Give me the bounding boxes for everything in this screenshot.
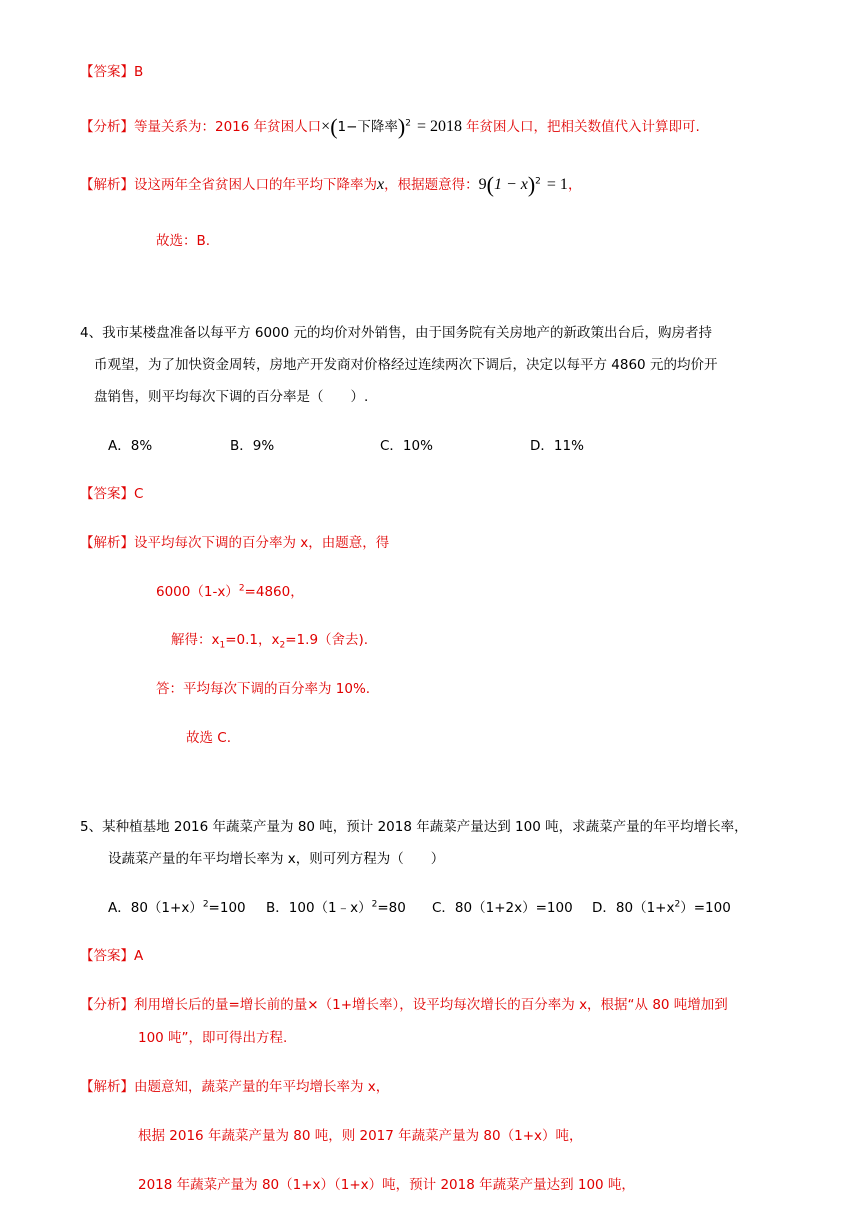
- q4-result-c: =1.9（舍去).: [285, 632, 369, 648]
- q5-option-a-text: A．80（1+x）: [108, 900, 203, 916]
- q4-choose: 故选 C.: [186, 730, 232, 746]
- q5-solution-label: 【解析】: [80, 1079, 134, 1095]
- eq-term: 1 − x: [493, 176, 528, 193]
- analysis-text-2: 年贫困人口，把相关数值代入计算即可.: [466, 119, 700, 135]
- q4-option-c: C．10%: [380, 438, 433, 454]
- eq-exponent: 2: [535, 176, 541, 187]
- q4-option-a: A．8%: [108, 438, 153, 454]
- q5-analysis-label: 【分析】: [80, 997, 134, 1013]
- solution-text: 设这两年全省贫困人口的年平均下降率为: [134, 177, 377, 193]
- q4-solution-line: [80, 533, 389, 553]
- q5-option-b: [266, 898, 406, 918]
- formula-exponent: 2: [405, 118, 411, 129]
- q4-result-a: 解得：x: [171, 632, 220, 648]
- q5-solution-line-2: 根据 2016 年蔬菜产量为 80 吨，则 2017 年蔬菜产量为 80（1+x）吨，: [138, 1128, 583, 1144]
- q4-result: [171, 630, 368, 650]
- q4-solution-text: 设平均每次下调的百分率为 x，由题意，得: [134, 535, 390, 551]
- eq-paren-close: ): [527, 172, 536, 197]
- q5-option-b-text: B．100（1﹣x）: [266, 900, 372, 916]
- q5-analysis-line-1: [80, 995, 728, 1015]
- q4-option-b: B．9%: [230, 438, 275, 454]
- q5-option-d: [592, 898, 731, 918]
- q5-analysis-line-2: 100 吨”，即可得出方程.: [138, 1030, 288, 1046]
- q5-stem-line-2: 设蔬菜产量的年平均增长率为 x，则可列方程为（ ）: [108, 851, 445, 867]
- analysis-line-1: [80, 114, 700, 139]
- q4-equation: [156, 582, 304, 602]
- solution-line-1: [80, 172, 582, 197]
- answer-label-1: 【答案】B: [80, 64, 144, 80]
- eq-rhs: = 1: [546, 176, 568, 193]
- q5-option-b-rhs: =80: [377, 900, 406, 916]
- formula-times: ×: [321, 118, 331, 135]
- q5-option-a-exp: 2: [202, 899, 209, 910]
- q5-option-c: C．80（1+2x）=100: [432, 900, 573, 916]
- q4-stem-line-1: 4、我市某楼盘准备以每平方 6000 元的均价对外销售，由于国务院有关房地产的新政策出台后，购房者持: [80, 325, 713, 341]
- q4-answer-line: 答：平均每次下调的百分率为 10%.: [156, 681, 371, 697]
- q4-stem-line-2: 币观望，为了加快资金周转，房地产开发商对价格经过连续两次下调后，决定以每平方 4860 元的均价开: [94, 357, 718, 373]
- formula-paren-close: ): [397, 114, 406, 139]
- analysis-label: 【分析】: [80, 119, 134, 135]
- q4-solution-label: 【解析】: [80, 535, 134, 551]
- q5-solution-text: 由题意知，蔬菜产量的年平均增长率为 x，: [134, 1079, 390, 1095]
- q5-option-a-rhs: =100: [208, 900, 246, 916]
- q4-result-b: =0.1，x: [225, 632, 280, 648]
- formula-equals: = 2018: [416, 118, 463, 135]
- q5-option-b-exp: 2: [371, 899, 378, 910]
- q5-stem-line-1: 5、某种植基地 2016 年蔬菜产量为 80 吨，预计 2018 年蔬菜产量达到 100 吨，求蔬菜产量的年平均增长率，: [80, 819, 748, 835]
- formula-paren-open: (: [330, 114, 338, 139]
- formula-term: 1−下降率: [337, 119, 398, 135]
- q4-equation-a: 6000（1-x）: [156, 584, 239, 600]
- q4-equation-b: =4860，: [244, 584, 304, 600]
- q5-option-d-exp: 2: [674, 899, 681, 910]
- eq-coef: 9: [478, 176, 487, 193]
- analysis-text: 等量关系为：2016 年贫困人口: [134, 119, 322, 135]
- q4-answer: 【答案】C: [80, 486, 144, 502]
- solution-text-2: ，根据题意得：: [384, 177, 479, 193]
- q5-option-d-rhs: ）=100: [680, 900, 731, 916]
- q5-solution-line-3: 2018 年蔬菜产量为 80（1+x）（1+x）吨，预计 2018 年蔬菜产量达到 100 吨，: [138, 1177, 635, 1193]
- choose-line-1: 故选：B.: [156, 233, 211, 249]
- q4-result-sub1: 1: [219, 640, 226, 651]
- q5-option-a: [108, 898, 246, 918]
- q4-stem-line-3: 盘销售，则平均每次下调的百分率是（ ）.: [94, 389, 369, 405]
- q5-option-d-text: D．80（1+x: [592, 900, 675, 916]
- q4-option-d: D．11%: [530, 438, 584, 454]
- solution-text-3: ，: [567, 177, 582, 193]
- eq-paren-open: (: [486, 172, 494, 197]
- q5-answer: 【答案】A: [80, 948, 144, 964]
- q5-analysis-text: 利用增长后的量=增长前的量×（1+增长率），设平均每次增长的百分率为 x，根据“从 80 吨增加到: [134, 997, 728, 1013]
- q4-equation-exp: 2: [238, 583, 245, 594]
- solution-label: 【解析】: [80, 177, 134, 193]
- q5-solution-line-1: [80, 1077, 389, 1097]
- var-x: x: [377, 176, 385, 193]
- q4-result-sub2: 2: [279, 640, 286, 651]
